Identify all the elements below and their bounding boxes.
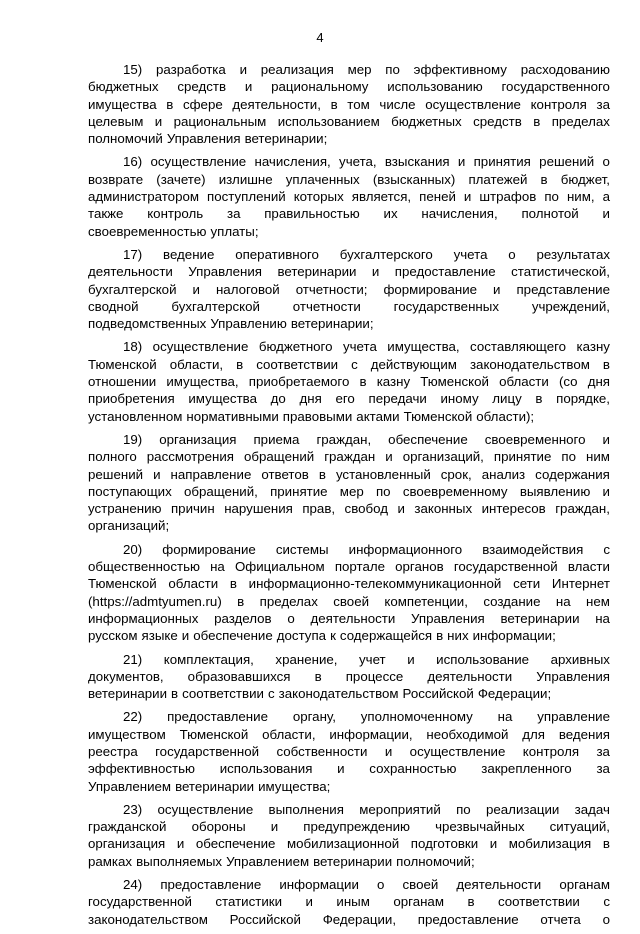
paragraph-line: также контроль за правильностью их начисления, полнотой и bbox=[88, 206, 610, 222]
paragraph-line: Тюменской области, в соответствии с действующим законодательством в bbox=[88, 356, 610, 372]
paragraph-line: установленном нормативными правовыми актами Тюменской области); bbox=[88, 408, 535, 424]
paragraph-line: гражданской обороны и предупреждению чрезвычайных ситуаций, bbox=[88, 819, 610, 835]
paragraph-item-24 bbox=[88, 876, 610, 928]
paragraph-line: 23) осуществление выполнения мероприятий по реализации задач bbox=[123, 801, 610, 817]
paragraph-line: ветеринарии в соответствии с законодательством Российской Федерации; bbox=[88, 686, 552, 702]
paragraph-item-22 bbox=[88, 708, 610, 794]
paragraph-line: рамках выполняемых Управлением ветеринарии полномочий; bbox=[88, 853, 475, 869]
paragraph-line: отношении имущества, приобретаемого в казну Тюменской области (со дня bbox=[88, 374, 610, 390]
paragraph-line: 19) организация приема граждан, обеспечение своевременного и bbox=[123, 431, 610, 447]
paragraph-line: подведомственных Управлению ветеринарии; bbox=[88, 316, 374, 332]
paragraph-line: 22) предоставление органу, уполномоченному на управление bbox=[123, 709, 610, 725]
paragraph-item-18 bbox=[88, 338, 610, 424]
paragraph-line: администратором поступлений которых является, пеней и штрафов по ним, а bbox=[88, 189, 610, 205]
paragraph-line: бюджетных средств и рациональному использованию государственного bbox=[88, 79, 610, 95]
paragraph-item-15 bbox=[88, 61, 610, 147]
paragraph-line: деятельности Управления ветеринарии и предоставление статистической, bbox=[88, 264, 610, 280]
document-body bbox=[88, 61, 610, 934]
paragraph-line: законодательством Российской Федерации, предоставление отчета о bbox=[88, 911, 610, 927]
paragraph-item-19 bbox=[88, 431, 610, 535]
paragraph-line: Управлением ветеринарии имущества; bbox=[88, 778, 331, 794]
paragraph-line: русском языке и обеспечение доступа к содержащейся в них информации; bbox=[88, 628, 556, 644]
paragraph-line: поступающих обращений, принятие мер по своевременному выявлению и bbox=[88, 483, 610, 499]
paragraph-item-20 bbox=[88, 541, 610, 645]
paragraph-line: своевременностью уплаты; bbox=[88, 223, 259, 239]
paragraph-line: Тюменской области в информационно-телекоммуникационной сети Интернет bbox=[88, 576, 610, 592]
paragraph-line: имущества в сфере деятельности, в том числе осуществление контроля за bbox=[88, 96, 610, 112]
paragraph-line: целевым и рациональным использованием бюджетных средств в пределах bbox=[88, 113, 610, 129]
paragraph-line: 20) формирование системы информационного взаимодействия с bbox=[123, 541, 610, 557]
paragraph-line: эффективностью использования и сохранностью закрепленного за bbox=[88, 761, 610, 777]
paragraph-item-17 bbox=[88, 246, 610, 332]
paragraph-line: организаций; bbox=[88, 518, 170, 534]
paragraph-line: организация и обеспечение мобилизационной подготовки и мобилизация в bbox=[88, 836, 610, 852]
page-number: 4 bbox=[316, 30, 324, 45]
paragraph-line: 16) осуществление начисления, учета, взыскания и принятия решений о bbox=[123, 154, 610, 170]
paragraph-line: имуществом Тюменской области, информации, необходимой для ведения bbox=[88, 726, 610, 742]
paragraph-line: решений и направление ответов в установленный срок, анализ содержания bbox=[88, 466, 610, 482]
paragraph-line: информационных разделов о деятельности Управления ветеринарии на bbox=[88, 610, 610, 626]
paragraph-line: общественностью на Официальном портале органов государственной власти bbox=[88, 559, 610, 575]
paragraph-line: документов, образовавшихся в процессе деятельности Управления bbox=[88, 668, 610, 684]
paragraph-line: возврате (зачете) излишне уплаченных (взысканных) платежей в бюджет, bbox=[88, 171, 610, 187]
paragraph-line: полного рассмотрения обращений граждан и организаций, принятие по ним bbox=[88, 449, 610, 465]
paragraph-line: бухгалтерской и налоговой отчетности; формирование и представление bbox=[88, 281, 610, 297]
paragraph-line: государственной статистики и иным органам в соответствии с bbox=[88, 894, 610, 910]
paragraph-line: (https://admtyumen.ru) в пределах своей компетенции, создание на нем bbox=[88, 593, 610, 609]
paragraph-line: 21) комплектация, хранение, учет и использование архивных bbox=[123, 651, 610, 667]
paragraph-item-16 bbox=[88, 153, 610, 239]
paragraph-line: приобретения имущества до дня его передачи иному лицу в порядке, bbox=[88, 391, 610, 407]
paragraph-line: 24) предоставление информации о своей деятельности органам bbox=[123, 877, 610, 893]
paragraph-line: сводной бухгалтерской отчетности государственных учреждений, bbox=[88, 298, 610, 314]
paragraph-line: устранению причин нарушения прав, свобод и законных интересов граждан, bbox=[88, 501, 610, 517]
paragraph-item-21 bbox=[88, 651, 610, 703]
paragraph-line: 17) ведение оперативного бухгалтерского учета о результатах bbox=[123, 246, 610, 262]
paragraph-line: полномочий Управления ветеринарии; bbox=[88, 131, 328, 147]
paragraph-line: 18) осуществление бюджетного учета имущества, составляющего казну bbox=[123, 339, 610, 355]
paragraph-line: реестра государственной собственности и осуществление контроля за bbox=[88, 743, 610, 759]
paragraph-item-23 bbox=[88, 801, 610, 870]
paragraph-line: 15) разработка и реализация мер по эффективному расходованию bbox=[123, 62, 610, 77]
